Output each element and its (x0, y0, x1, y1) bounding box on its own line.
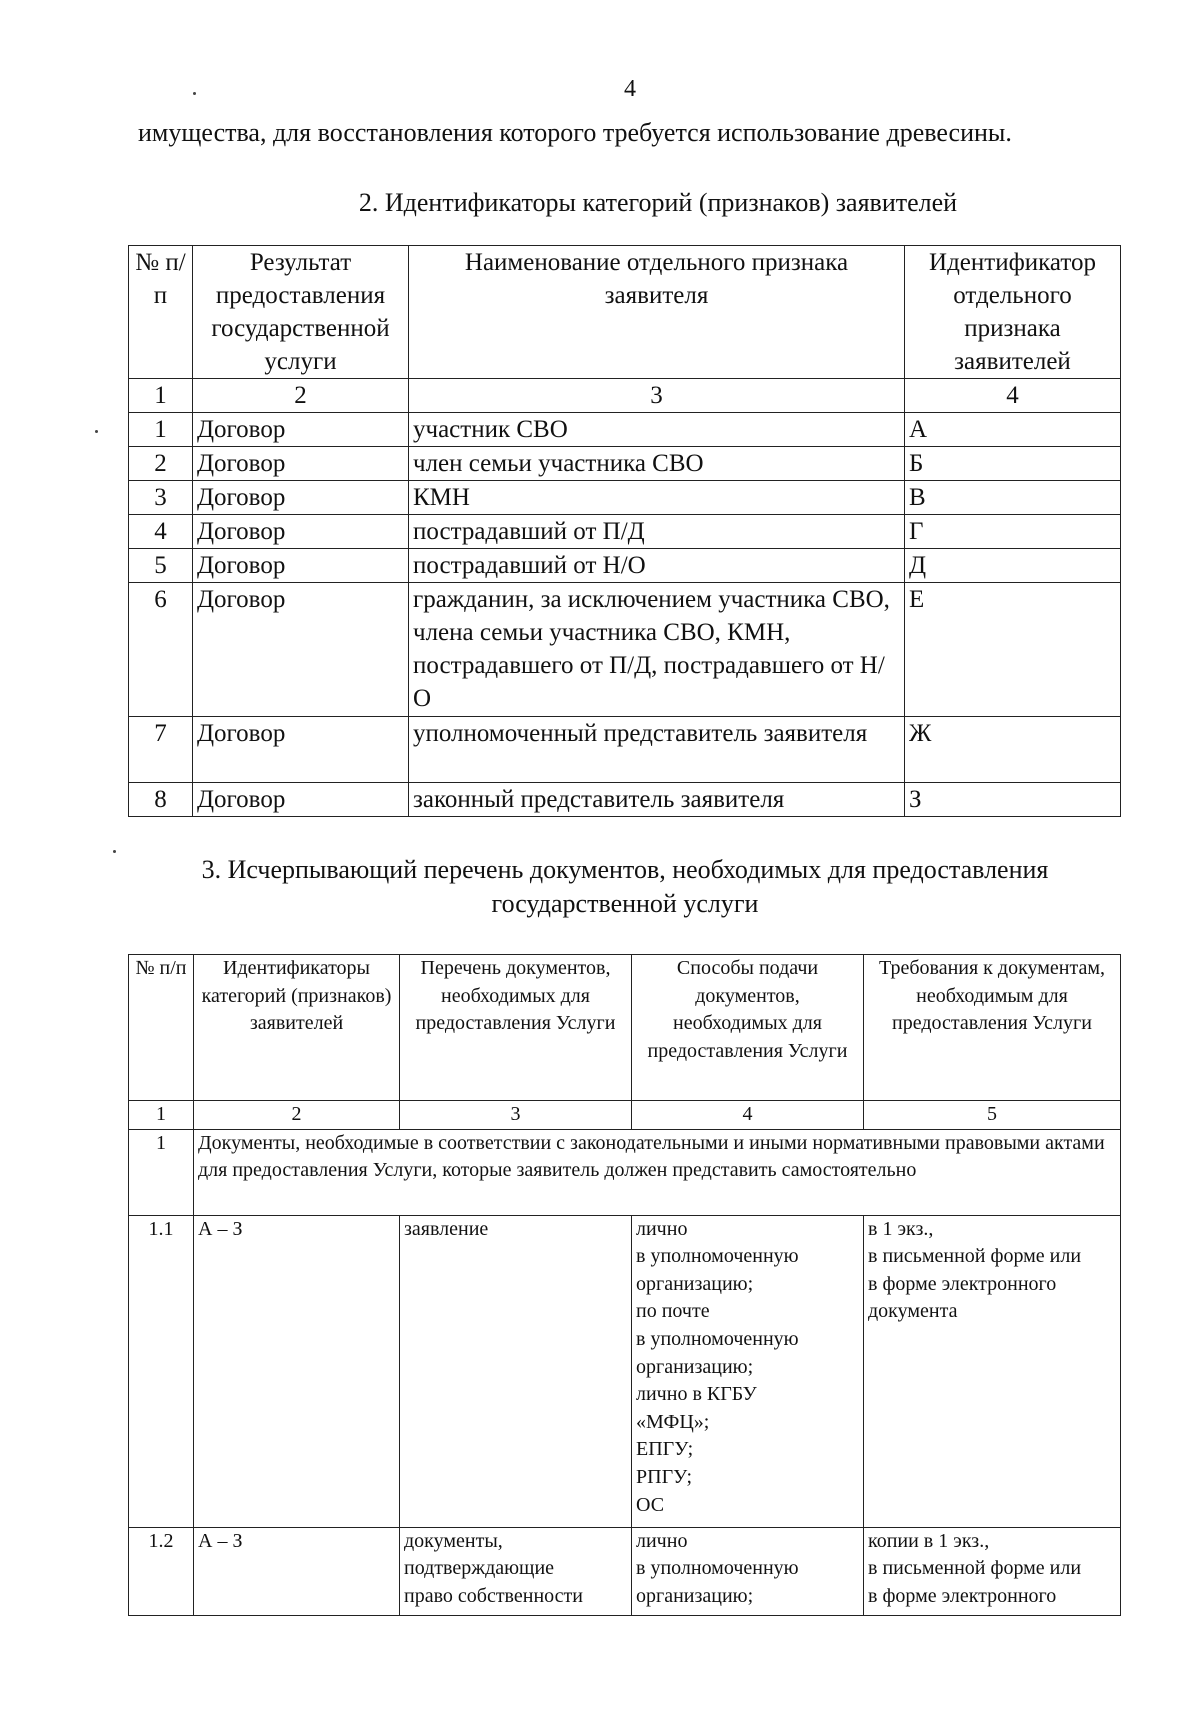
column-number-row (129, 1101, 1121, 1130)
column-number: 1 (129, 379, 193, 413)
header-cell: Результат предоставления государственной услуги (193, 246, 409, 379)
name-cell: пострадавший от Н/О (409, 549, 905, 583)
method-line: в уполномоченную (636, 1557, 799, 1580)
id-cell: Д (905, 549, 1121, 583)
doc-cell (400, 1527, 632, 1615)
row-number: 1.1 (129, 1215, 194, 1527)
method-line: ЕПГУ; (636, 1438, 694, 1461)
method-line: организацию; (636, 1584, 754, 1607)
row-number: 3 (129, 481, 193, 515)
method-line: по почте (636, 1300, 710, 1323)
table-row (129, 783, 1121, 817)
result-cell: Договор (193, 783, 409, 817)
column-number: 1 (129, 1101, 194, 1130)
section3-title-line1: 3. Исчерпывающий перечень документов, необходимых для предоставления (201, 855, 1049, 884)
table-row (129, 413, 1121, 447)
requirement-line: копии в 1 экз., (868, 1529, 990, 1552)
column-number: 2 (193, 379, 409, 413)
id-cell: Ж (905, 717, 1121, 783)
header-cell: Наименование отдельного признака заявителя (409, 246, 905, 379)
id-cell: Г (905, 515, 1121, 549)
section2-title: 2. Идентификаторы категорий (признаков) заявителей (358, 188, 958, 217)
row-number: 5 (129, 549, 193, 583)
row-number: 8 (129, 783, 193, 817)
ids-cell: А – З (194, 1215, 400, 1527)
result-cell: Договор (193, 481, 409, 515)
id-cell: Б (905, 447, 1121, 481)
method-line: в уполномоченную (636, 1245, 799, 1268)
method-line: организацию; (636, 1272, 754, 1295)
doc-line: подтверждающие (404, 1557, 555, 1580)
requirements-cell (864, 1527, 1121, 1615)
result-cell: Договор (193, 413, 409, 447)
column-number: 4 (632, 1101, 864, 1130)
group-text: Документы, необходимые в соответствии с законодательными и иными нормативными правовыми актами для предоставления Услуги, которые заявитель должен представить самостоятельно (194, 1129, 1121, 1215)
header-cell: Идентификаторы категорий (признаков) заявителей (194, 955, 400, 1101)
scan-speck (95, 430, 98, 433)
header-cell: Требования к документам, необходимым для предоставления Услуги (864, 955, 1121, 1101)
table-row (129, 481, 1121, 515)
table-row (129, 515, 1121, 549)
table-row (129, 1215, 1121, 1527)
id-cell: Е (905, 583, 1121, 717)
doc-line: документы, (404, 1529, 503, 1552)
name-cell: пострадавший от П/Д (409, 515, 905, 549)
result-cell: Договор (193, 549, 409, 583)
result-cell: Договор (193, 447, 409, 481)
row-number: 7 (129, 717, 193, 783)
id-cell: А (905, 413, 1121, 447)
header-cell: Перечень документов, необходимых для предоставления Услуги (400, 955, 632, 1101)
group-number: 1 (129, 1129, 194, 1215)
header-cell: № п/п (129, 246, 193, 379)
requirement-line: в форме электронного (868, 1584, 1057, 1607)
requirement-line: в 1 экз., (868, 1217, 934, 1240)
name-cell: член семьи участника СВО (409, 447, 905, 481)
table-row (129, 447, 1121, 481)
method-line: ОС (636, 1493, 665, 1516)
header-cell: Идентификатор отдельного признака заявителей (905, 246, 1121, 379)
method-line: в уполномоченную (636, 1327, 799, 1350)
row-number: 2 (129, 447, 193, 481)
row-number: 6 (129, 583, 193, 717)
table-row (129, 549, 1121, 583)
method-line: «МФЦ»; (636, 1410, 710, 1433)
requirement-line: в форме электронного (868, 1272, 1057, 1295)
column-number-row (129, 379, 1121, 413)
row-number: 1.2 (129, 1527, 194, 1615)
methods-cell (632, 1527, 864, 1615)
method-line: лично (636, 1217, 688, 1240)
method-line: РПГУ; (636, 1465, 693, 1488)
name-cell: участник СВО (409, 413, 905, 447)
method-line: организацию; (636, 1355, 754, 1378)
table-row (129, 717, 1121, 783)
doc-cell: заявление (400, 1215, 632, 1527)
methods-cell (632, 1215, 864, 1527)
name-cell: законный представитель заявителя (409, 783, 905, 817)
column-number: 3 (409, 379, 905, 413)
id-cell: З (905, 783, 1121, 817)
table-header-row (129, 955, 1121, 1101)
column-number: 4 (905, 379, 1121, 413)
id-cell: В (905, 481, 1121, 515)
page-number: 4 (624, 76, 636, 102)
requirement-line: в письменной форме или (868, 1557, 1082, 1580)
name-cell: уполномоченный представитель заявителя (409, 717, 905, 783)
group-row (129, 1129, 1121, 1215)
column-number: 2 (194, 1101, 400, 1130)
doc-line: право собственности (404, 1584, 583, 1607)
table-row (129, 1527, 1121, 1615)
result-cell: Договор (193, 583, 409, 717)
name-cell: КМН (409, 481, 905, 515)
method-line: лично (636, 1529, 688, 1552)
section3-title-line2: государственной услуги (491, 889, 759, 918)
header-cell: № п/п (129, 955, 194, 1101)
scan-speck (113, 850, 116, 853)
requirements-cell (864, 1215, 1121, 1527)
column-number: 5 (864, 1101, 1121, 1130)
header-cell: Способы подачи документов, необходимых для предоставления Услуги (632, 955, 864, 1101)
requirement-line: в письменной форме или (868, 1245, 1082, 1268)
intro-text: имущества, для восстановления которого требуется использование древесины. (138, 118, 1012, 147)
result-cell: Договор (193, 515, 409, 549)
column-number: 3 (400, 1101, 632, 1130)
table-header-row (129, 246, 1121, 379)
result-cell: Договор (193, 717, 409, 783)
name-cell: гражданин, за исключением участника СВО, члена семьи участника СВО, КМН, пострадавшего от П/Д, пострадавшего от Н/О (409, 583, 905, 717)
table-row (129, 583, 1121, 717)
documents-table (128, 954, 1121, 1616)
row-number: 4 (129, 515, 193, 549)
section3-title (25, 853, 1200, 921)
row-number: 1 (129, 413, 193, 447)
applicant-categories-table (128, 245, 1121, 817)
scan-speck (193, 92, 196, 95)
ids-cell: А – З (194, 1527, 400, 1615)
requirement-line: документа (868, 1300, 958, 1323)
method-line: лично в КГБУ (636, 1383, 757, 1406)
